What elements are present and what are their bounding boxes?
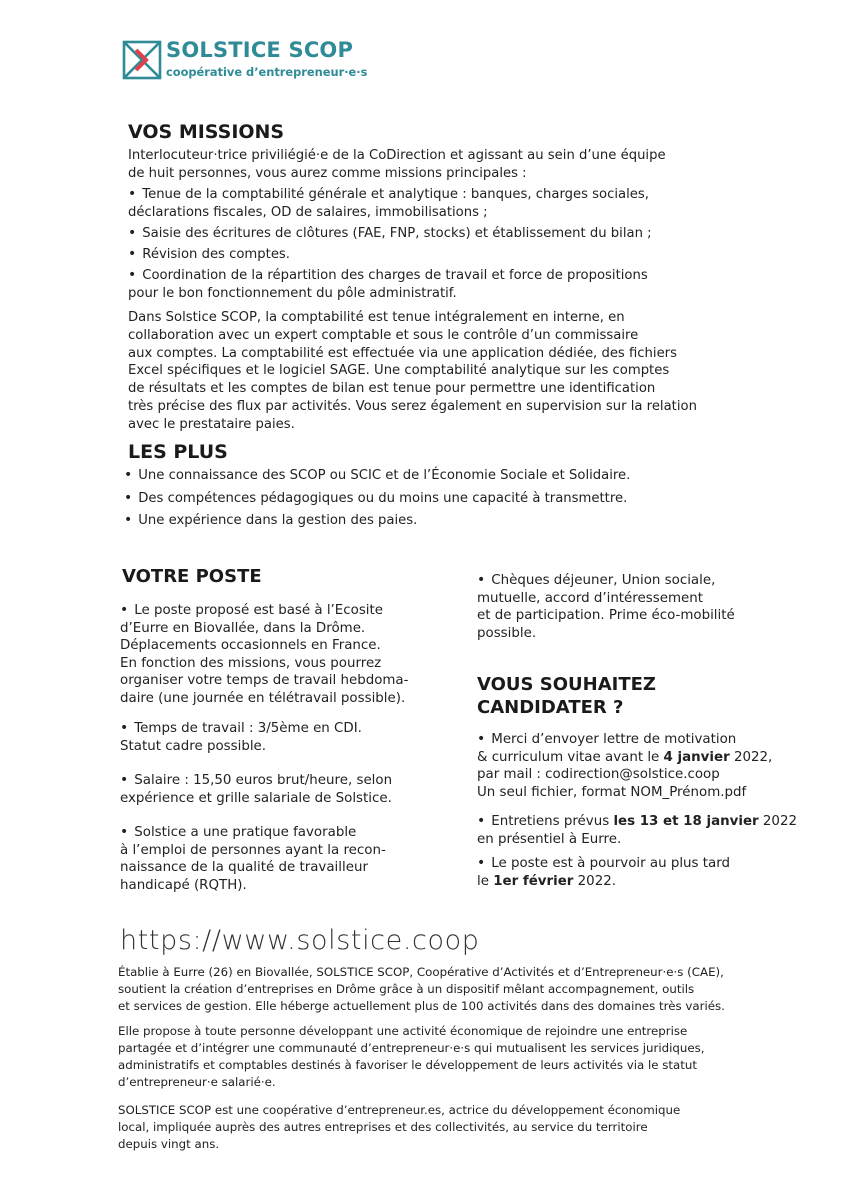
plus-heading: LES PLUS xyxy=(128,441,228,463)
plus-item: • Une connaissance des SCOP ou SCIC et de l’Économie Sociale et Solidaire. xyxy=(124,467,631,483)
mission-item: • Coordination de la répartition des charges de travail et force de propositions pour le bon fonctionnement du pôle administratif. xyxy=(128,267,648,301)
logo xyxy=(122,38,368,82)
candidater-heading: VOUS SOUHAITEZ CANDIDATER ? xyxy=(477,674,656,718)
mission-item: • Saisie des écritures de clôtures (FAE, FNP, stocks) et établissement du bilan ; xyxy=(128,225,652,241)
candidater-interviews: • Entretiens prévus les 13 et 18 janvier 2022 en présentiel à Eurre. xyxy=(477,813,797,847)
mission-item-text: Révision des comptes. xyxy=(142,247,290,262)
mission-item: • Tenue de la comptabilité générale et analytique : banques, charges sociales, déclarations fiscales, OD de salaires, immobilisations ; xyxy=(128,186,649,220)
mission-item-text: Saisie des écritures de clôtures (FAE, FNP, stocks) et établissement du bilan ; xyxy=(142,226,652,241)
contact-email[interactable]: par mail : codirection@solstice.coop xyxy=(477,767,720,783)
missions-intro xyxy=(128,147,666,183)
poste-heading: VOTRE POSTE xyxy=(122,566,262,587)
website-link[interactable]: https://www.solstice.coop xyxy=(120,925,480,956)
logo-title: SOLSTICE SCOP xyxy=(166,38,354,62)
footer-paragraph: SOLSTICE SCOP est une coopérative d’entrepreneur.es, actrice du développement économique local, impliquée auprès des autres entreprises et des collectivités, au service du territoire depuis vingt ans. xyxy=(118,1103,681,1151)
poste-item: • Le poste proposé est basé à l’Ecosite d’Eurre en Biovallée, dans la Drôme. Déplacements occasionnels en France. En fonction des missions, vous pourrez organiser votre temps de travail hebdoma- daire (une journée en télétravail possible). xyxy=(120,602,409,706)
candidater-letter: • Merci d’envoyer lettre de motivation & curriculum vitae avant le 4 janvier 2022, par mail : codirection@solstice.coop Un seul fichier, format NOM_Prénom.pdf xyxy=(477,731,773,800)
poste-item: • Salaire : 15,50 euros brut/heure, selon expérience et grille salariale de Solstice. xyxy=(120,772,393,806)
footer-paragraph: Établie à Eurre (26) en Biovallée, SOLSTICE SCOP, Coopérative d’Activités et d’Entrepreneur·e·s (CAE), soutient la création d’entreprises en Drôme grâce à un dispositif mêlant accompagnement, outils et services de gestion. Elle héberge actuellement plus de 100 activités dans des domaines très variés. xyxy=(118,965,725,1013)
missions-heading: VOS MISSIONS xyxy=(128,121,285,143)
benefits-item: • Chèques déjeuner, Union sociale, mutuelle, accord d’intéressement et de participation. Prime éco-mobilité possible. xyxy=(477,572,735,641)
missions-paragraph: Dans Solstice SCOP, la comptabilité est tenue intégralement en interne, en collaboration avec un expert comptable et sous le contrôle d’un commissaire aux comptes. La comptabilité est effectuée via une application dédiée, des fichiers Excel spécifiques et le logiciel SAGE. Une comptabilité analytique sur les comptes de résultats et les comptes de bilan est tenue pour permettre une identification très précise des flux par activités. Vous serez également en supervision sur la relation avec le prestataire paies. xyxy=(128,310,697,432)
poste-item: • Solstice a une pratique favorable à l’emploi de personnes ayant la recon- naissance de la qualité de travailleur handicapé (RQTH). xyxy=(120,824,386,893)
footer-paragraph: Elle propose à toute personne développant une activité économique de rejoindre une entreprise partagée et d’intégrer une communauté d’entrepreneur·e·s qui mutualisent les services juridiques, administratifs et comptables destinés à favoriser le développement de leurs activités via le statut d’entrepreneur·e salarié·e. xyxy=(118,1024,705,1089)
mission-item-text: Tenue de la comptabilité générale et analytique : banques, charges sociales, xyxy=(142,187,649,202)
plus-item: • Des compétences pédagogiques ou du moins une capacité à transmettre. xyxy=(124,490,628,506)
mission-item-text: Coordination de la répartition des charges de travail et force de propositions xyxy=(142,268,648,283)
mission-item-text: déclarations fiscales, OD de salaires, immobilisations ; xyxy=(128,205,488,220)
mission-item-text: pour le bon fonctionnement du pôle administratif. xyxy=(128,286,457,301)
mission-item: • Révision des comptes. xyxy=(128,246,290,262)
plus-item: • Une expérience dans la gestion des paies. xyxy=(124,512,418,528)
missions-intro-line: de huit personnes, vous aurez comme missions principales : xyxy=(128,166,527,181)
poste-item: • Temps de travail : 3/5ème en CDI. Statut cadre possible. xyxy=(120,720,362,754)
missions-intro-line: Interlocuteur·trice priviliégié·e de la CoDirection et agissant au sein d’une équipe xyxy=(128,148,666,163)
candidater-start: • Le poste est à pourvoir au plus tard le 1er février 2022. xyxy=(477,855,730,889)
logo-subtitle: coopérative d’entrepreneur·e·s xyxy=(166,65,368,79)
logo-mark-icon xyxy=(122,40,162,80)
